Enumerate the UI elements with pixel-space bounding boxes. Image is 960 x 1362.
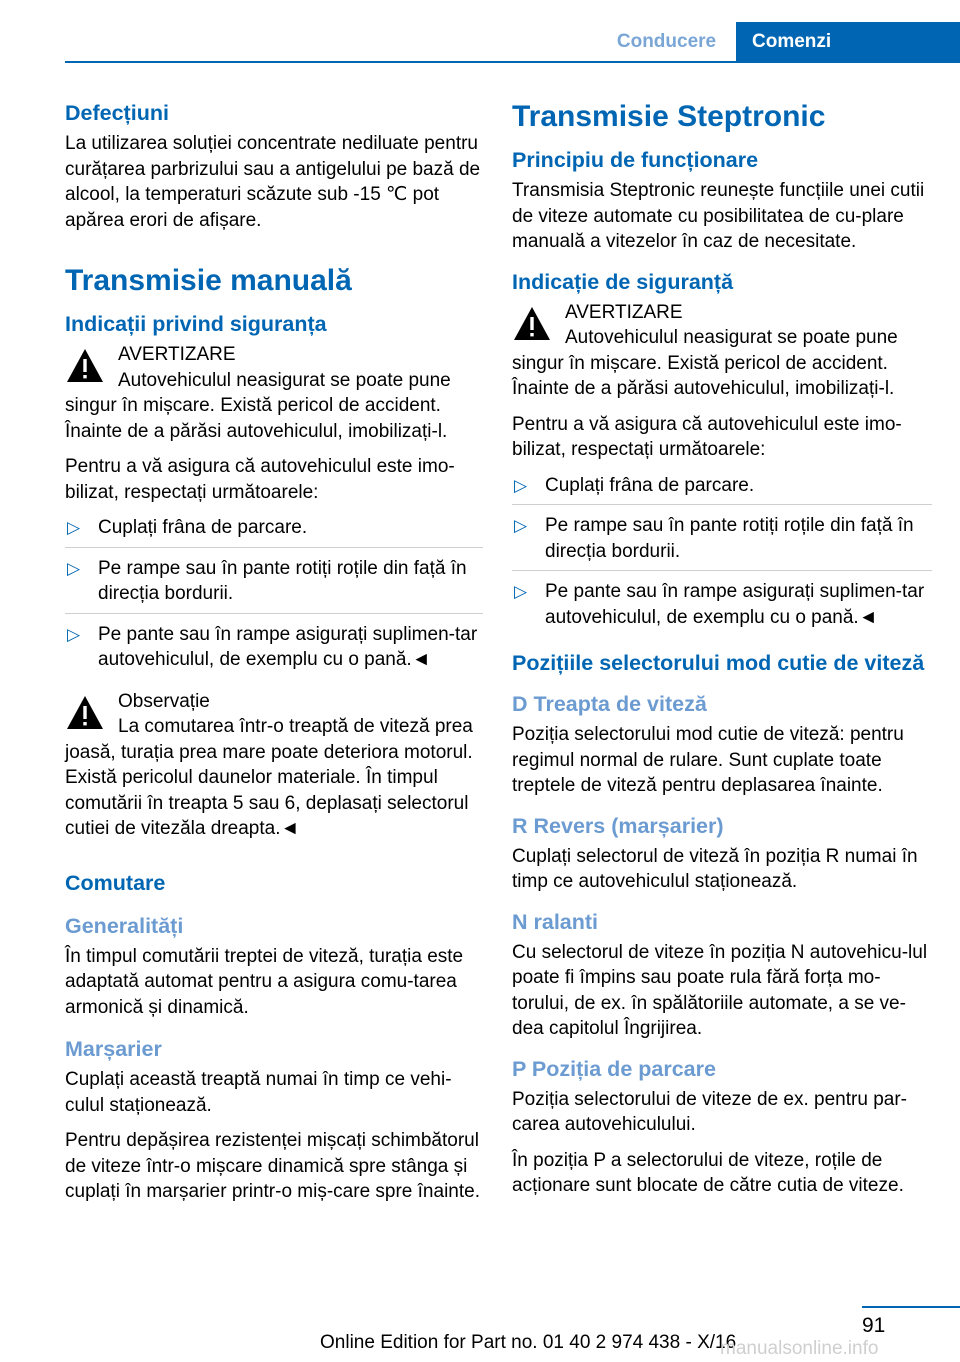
arrow-right-icon: ▷ [514,475,528,495]
arrow-right-icon: ▷ [514,582,528,601]
warning-block-1 [65,342,483,444]
edition-note: Online Edition for Part no. 01 40 2 974 438 - X/16 [320,1332,737,1353]
warning-title: AVERTIZARE [118,344,236,365]
warning-block-3 [512,300,932,402]
list-item: ▷ Pe pante sau în rampe asigurați suplimen-tar autovehiculul, de exemplu cu o pană.◄ [514,581,925,628]
heading-defectiuni: Defecțiuni [65,101,169,125]
heading-principiu: Principiu de funcționare [512,148,759,172]
warning-triangle-icon [512,304,552,344]
arrow-right-icon: ▷ [67,518,81,537]
p-text-1: Poziția selectorului de viteze de ex. pentru par-carea autovehiculului. [512,1088,907,1135]
heading-generalitati: Generalități [65,913,184,938]
heading-pozitiile-selectorului: Pozițiile selectorului mod cutie de viteză [512,651,925,675]
warning-title: AVERTIZARE [565,301,683,323]
heading-indicatie-siguranta: Indicație de siguranță [512,269,734,294]
n-text: Cu selectorul de viteze în poziția N autovehicu-lul poate fi împins sau poate rula fără forța mo-torului, de ex. în spălătoriile automate, a se ve-dea capitolul Îngrijirea. [512,941,928,1039]
heading-marsarier: Marșarier [65,1037,162,1061]
defectiuni-text: La utilizarea soluției concentrate nediluate pentru curățarea parbrizului sau a antigelului pe bază de alcool, la temperaturi scăzute sub -15 ℃ pot apărea erori de afișare. [65,133,481,231]
generalitati-text: În timpul comutării treptei de viteză, turația este adaptată automat pentru a asigura comu-tarea armonică și dinamică. [65,945,464,1018]
heading-transmisie-manuala: Transmisie manuală [65,264,352,297]
warning-triangle-icon [65,346,105,386]
warning-text: Autovehiculul neasigurat se poate pune singur în mișcare. Există pericol de accident. Înainte de a părăsi autovehiculul, imobilizați-l. [65,369,451,442]
heading-indicatii-siguranta: Indicații privind siguranța [65,312,327,336]
footer-rule [862,1306,960,1308]
page-number: 91 [862,1314,886,1337]
observation-text: La comutarea într-o treaptă de viteză prea joasă, turația prea mare poate deteriora motorul. Există pericolul daunelor materiale. În timpul comutării în treapta 5 sau 6, deplasați selectorul cutiei de vitezăla dreapta.◄ [65,716,473,839]
heading-d-treapta: D Treapta de viteză [512,692,707,716]
tab-comenzi[interactable]: Comenzi [736,22,960,62]
r-text: Cuplați selectorul de viteză în poziția R numai în timp ce autovehiculul staționează. [512,845,918,892]
warning-triangle-icon [65,693,105,733]
principiu-text: Transmisia Steptronic reunește funcțiile unei cutii de viteze automate cu posibilitatea de cu-plare manuală a vitezelor în caz de necesitate. [512,180,925,252]
bullet-list [65,515,483,679]
warning-block-2 [65,689,483,842]
tab-conducere[interactable]: Conducere [616,31,717,52]
d-text: Poziția selectorului mod cutie de viteză: pentru regimul normal de rulare. Sunt cuplate toate treptele de viteză pentru deplasarea înainte. [512,724,904,796]
marsarier-text-2: Pentru depășirea rezistenței mișcați schimbătorul de viteze într-o mișcare dinamică spre stânga și cuplați în marșarier printr-o miș-care spre înainte. [65,1130,480,1202]
arrow-right-icon: ▷ [67,558,81,578]
right-column [512,100,932,1209]
left-column [65,100,483,1215]
watermark: manualsonline.info [720,1338,879,1359]
secure-intro: Pentru a vă asigura că autovehiculul este imo-bilizat, respectați următoarele: [512,413,902,460]
secure-intro: Pentru a vă asigura că autovehiculul este imo-bilizat, respectați următoarele: [65,456,455,503]
marsarier-text-1: Cuplați această treaptă numai în timp ce vehi-culul staționează. [65,1069,452,1116]
list-item: ▷ Cuplați frâna de parcare. [512,473,932,506]
arrow-right-icon: ▷ [67,624,81,644]
observation-title: Observație [118,690,210,712]
bullet-list [512,473,932,637]
p-text-2: În poziția P a selectorului de viteze, roțile de acționare sunt blocate de către cutia de viteze. [512,1149,904,1196]
heading-comutare: Comutare [65,870,166,895]
list-item: ▷ Cuplați frâna de parcare. [65,515,483,548]
heading-p-parcare: P Poziția de parcare [512,1056,716,1081]
list-item: ▷ Pe pante sau în rampe asigurați suplimen-tar autovehiculul, de exemplu cu o pană.◄ [67,623,478,670]
list-item: ▷ Pe rampe sau în pante rotiți roțile din față în direcția bordurii. [512,513,932,571]
list-item: ▷ Pe rampe sau în pante rotiți roțile din față în direcția bordurii. [65,556,483,614]
heading-n-ralanti: N ralanti [512,909,599,934]
header-rule [65,61,960,63]
warning-text: Autovehiculul neasigurat se poate pune singur în mișcare. Există pericol de accident. Înainte de a părăsi autovehiculul, imobilizați-l. [512,327,898,399]
heading-r-revers: R Revers (marșarier) [512,813,724,838]
heading-transmisie-steptronic: Transmisie Steptronic [512,100,826,133]
arrow-right-icon: ▷ [514,516,528,535]
